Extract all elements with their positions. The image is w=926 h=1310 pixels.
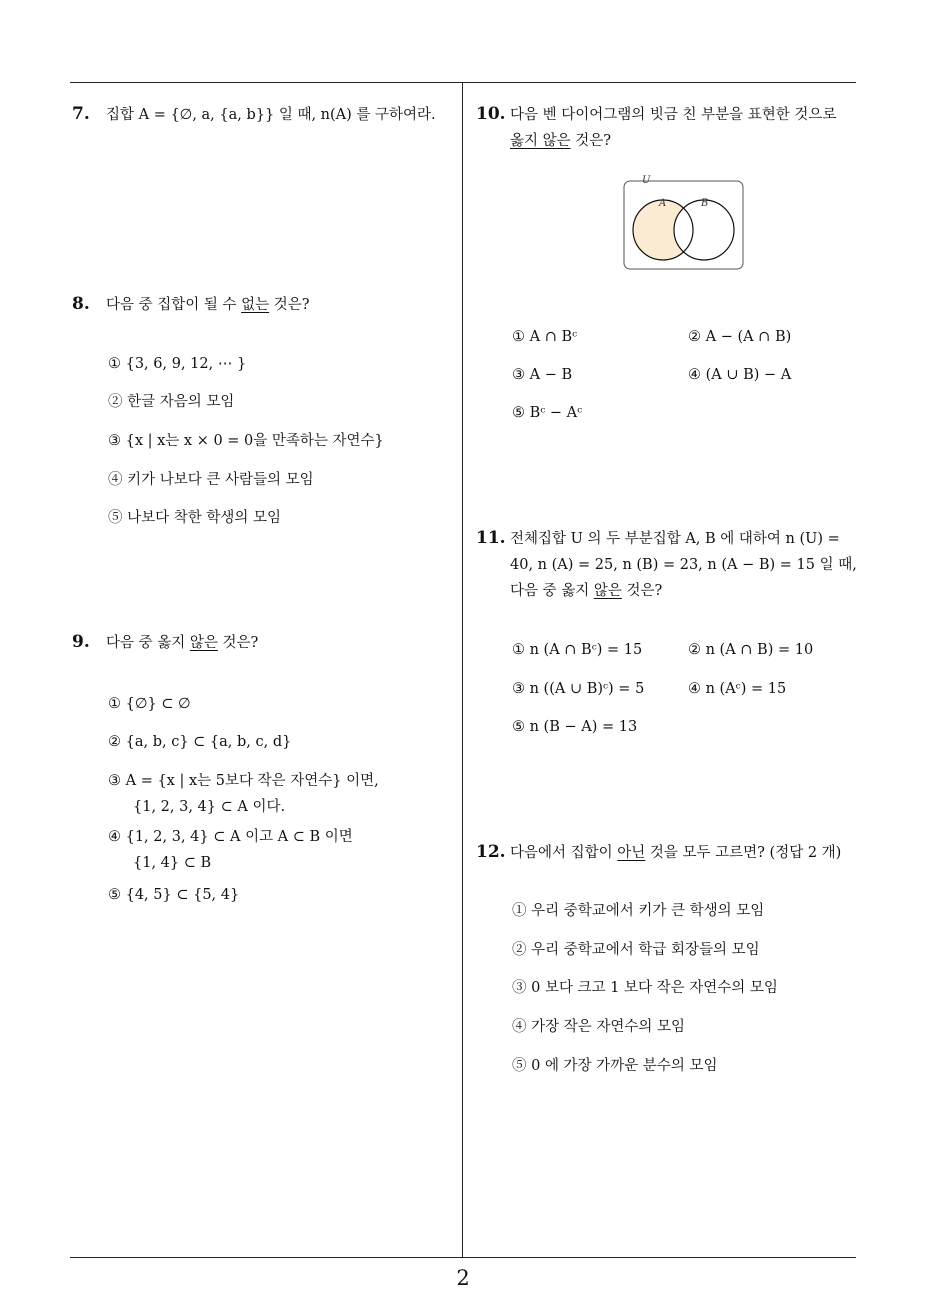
- q10-option-3[interactable]: ③ A − B: [512, 367, 573, 383]
- top-rule: [70, 82, 856, 83]
- question-7: [72, 104, 436, 125]
- q12-option-2[interactable]: ② 우리 중학교에서 학급 회장들의 모임: [512, 942, 760, 958]
- question-text-post: 것은?: [621, 583, 663, 599]
- q12-option-5[interactable]: ⑤ 0 에 가장 가까운 분수의 모임: [512, 1058, 718, 1074]
- q9-option-2[interactable]: ② {a, b, c} ⊂ {a, b, c, d}: [108, 734, 292, 750]
- q8-option-4[interactable]: ④ 키가 나보다 큰 사람들의 모임: [108, 472, 314, 488]
- q10-option-1[interactable]: ① A ∩ Bᶜ: [512, 329, 578, 345]
- q12-option-3[interactable]: ③ 0 보다 크고 1 보다 작은 자연수의 모임: [512, 980, 778, 996]
- page-number: 2: [456, 1266, 470, 1290]
- question-11-line-3: [510, 581, 662, 601]
- q8-option-1[interactable]: ① {3, 6, 9, 12, ⋯ }: [108, 356, 247, 372]
- question-text-pre: 다음 중 옳지: [106, 635, 190, 651]
- question-text-pre: 다음에서 집합이: [510, 845, 618, 861]
- q11-option-3[interactable]: ③ n ((A ∪ B)ᶜ) = 5: [512, 681, 645, 697]
- q12-option-1[interactable]: ① 우리 중학교에서 키가 큰 학생의 모임: [512, 903, 765, 919]
- question-text-post: 것은?: [570, 133, 612, 149]
- q9-option-4[interactable]: ④ {1, 2, 3, 4} ⊂ A 이고 A ⊂ B 이면: [108, 829, 353, 845]
- question-text-underlined: 없는: [241, 297, 270, 313]
- question-text-pre: 다음 중 집합이 될 수: [106, 297, 242, 313]
- question-text: 집합 A = {∅, a, {a, b}} 일 때, n(A) 를 구하여라.: [106, 107, 436, 123]
- question-text-pre: 다음 중 옳지: [510, 583, 594, 599]
- question-text-underlined: 아닌: [617, 845, 646, 861]
- q8-option-3[interactable]: ③ {x | x는 x × 0 = 0을 만족하는 자연수}: [108, 433, 384, 449]
- question-11: [476, 528, 840, 549]
- question-number: 12.: [476, 842, 506, 862]
- q8-option-2[interactable]: ② 한글 자음의 모임: [108, 394, 235, 410]
- question-number: 8.: [72, 294, 90, 314]
- question-number: 10.: [476, 104, 506, 124]
- q11-option-5[interactable]: ⑤ n (B − A) = 13: [512, 719, 638, 735]
- q9-option-5[interactable]: ⑤ {4, 5} ⊂ {5, 4}: [108, 887, 240, 903]
- question-text-underlined: 않은: [593, 583, 622, 599]
- question-text-underlined: 않은: [189, 635, 218, 651]
- q10-option-4[interactable]: ④ (A ∪ B) − A: [688, 367, 792, 383]
- label-b: B: [701, 198, 709, 209]
- bottom-rule: [70, 1257, 856, 1258]
- question-8: [72, 294, 310, 315]
- question-text-post: 것은?: [217, 635, 259, 651]
- q9-option-1[interactable]: ① {∅} ⊂ ∅: [108, 696, 191, 712]
- venn-diagram: [622, 172, 746, 272]
- question-text: 다음 벤 다이어그램의 빗금 친 부분을 표현한 것으로: [510, 107, 837, 123]
- question-number: 11.: [476, 528, 506, 548]
- question-text-post: 것은?: [269, 297, 310, 313]
- question-9: [72, 632, 258, 653]
- q11-option-4[interactable]: ④ n (Aᶜ) = 15: [688, 681, 787, 697]
- q9-option-3[interactable]: ③ A = {x | x는 5보다 작은 자연수} 이면,: [108, 773, 379, 789]
- q12-option-4[interactable]: ④ 가장 작은 자연수의 모임: [512, 1019, 686, 1035]
- q11-option-2[interactable]: ② n (A ∩ B) = 10: [688, 642, 814, 658]
- q11-option-1[interactable]: ① n (A ∩ Bᶜ) = 15: [512, 642, 643, 658]
- q8-option-5[interactable]: ⑤ 나보다 착한 학생의 모임: [108, 510, 282, 526]
- q10-option-5[interactable]: ⑤ Bᶜ − Aᶜ: [512, 405, 583, 421]
- column-divider: [462, 82, 463, 1257]
- q9-option-3-cont: {1, 2, 3, 4} ⊂ A 이다.: [133, 799, 286, 815]
- q10-option-2[interactable]: ② A − (A ∩ B): [688, 329, 792, 345]
- q9-option-4-cont: {1, 4} ⊂ B: [133, 855, 212, 871]
- question-text-line1: 전체집합 U 의 두 부분집합 A, B 에 대하여 n (U) =: [510, 531, 840, 547]
- label-a: A: [659, 198, 667, 209]
- question-10-line-2: [510, 131, 611, 151]
- question-11-line-2: 40, n (A) = 25, n (B) = 23, n (A − B) = 15 일 때,: [510, 557, 857, 573]
- question-12: [476, 842, 841, 863]
- question-number: 9.: [72, 632, 90, 652]
- question-text-underlined: 옳지 않은: [510, 133, 571, 149]
- question-text-post: 것을 모두 고르면? (정답 2 개): [645, 845, 842, 861]
- question-number: 7.: [72, 104, 90, 124]
- label-u: U: [642, 175, 651, 186]
- question-10: [476, 104, 836, 125]
